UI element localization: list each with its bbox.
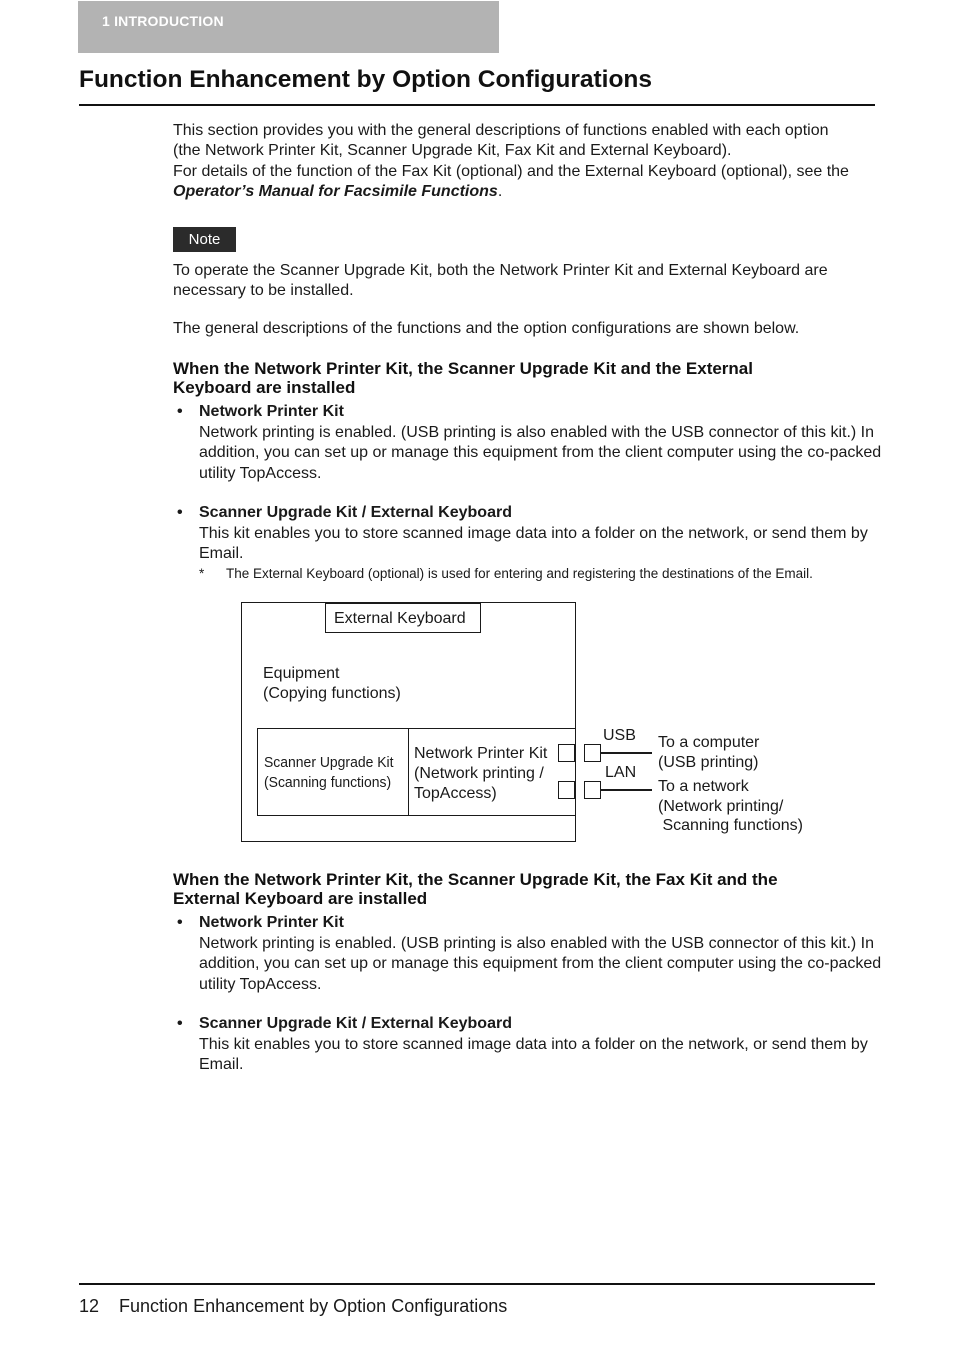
network-printer-kit-label: Network Printer Kit: [414, 745, 548, 762]
footer-divider: [79, 1283, 875, 1285]
footnote-mark: *: [199, 566, 205, 581]
lan-cable: [600, 789, 652, 791]
chapter-tab: [78, 1, 499, 53]
section2-heading-line-1: When the Network Printer Kit, the Scanner Upgrade Kit, the Fax Kit and the: [173, 870, 778, 889]
item-title: Scanner Upgrade Kit / External Keyboard: [199, 504, 512, 521]
external-keyboard-label: External Keyboard: [334, 610, 466, 627]
section2-heading: [173, 871, 873, 908]
footer-title: Function Enhancement by Option Configurations: [119, 1296, 508, 1316]
section1-heading: [173, 360, 873, 397]
lan-label: LAN: [605, 764, 637, 781]
note-text: To operate the Scanner Upgrade Kit, both the Network Printer Kit and External Keyboard are necessary to be installed.: [173, 262, 828, 300]
lan-plug-icon: [584, 781, 601, 799]
section1-heading-line-1: When the Network Printer Kit, the Scanner Upgrade Kit and the External: [173, 359, 753, 378]
item-title: Network Printer Kit: [199, 914, 344, 931]
usb-cable: [600, 752, 652, 754]
item-body: Network printing is enabled. (USB printing is also enabled with the USB connector of this kit.) In addition, you can set up or manage this equipment from the client computer using the co-packed utility TopAccess.: [199, 423, 882, 482]
item-body: Network printing is enabled. (USB printing is also enabled with the USB connector of this kit.) In addition, you can set up or manage this equipment from the client computer using the co-packed utility TopAccess.: [199, 934, 882, 993]
item-title: Scanner Upgrade Kit / External Keyboard: [199, 1015, 512, 1032]
bullet-icon: •: [177, 403, 183, 420]
bullet-icon: •: [177, 914, 183, 931]
item-body: This kit enables you to store scanned image data into a folder on the network, or send them by Email.: [199, 524, 868, 563]
intro-line-3: For details of the function of the Fax Kit (optional) and the External Keyboard (optional), see the: [173, 162, 849, 180]
title-divider: [79, 104, 875, 106]
network-printing-slash-label: (Network printing/: [658, 798, 784, 815]
scanning-functions-label: (Scanning functions): [264, 774, 392, 791]
to-computer-label: To a computer: [658, 734, 760, 751]
to-network-label: To a network: [658, 778, 749, 795]
intro-period: .: [497, 183, 503, 201]
manual-title: Operator’s Manual for Facsimile Functions: [173, 183, 498, 201]
item-title: Network Printer Kit: [199, 403, 344, 420]
page-footer: [79, 1296, 507, 1317]
topaccess-label: TopAccess): [414, 785, 497, 802]
scanning-functions-network-label: Scanning functions): [658, 817, 803, 834]
section1-item-scanner-upgrade-kit: [173, 503, 883, 565]
section2-item-scanner-upgrade-kit: [173, 1014, 883, 1076]
intro-line-1: This section provides you with the general descriptions of functions enabled with each option: [173, 122, 829, 139]
intro-paragraph: [173, 121, 883, 203]
copying-functions-label: (Copying functions): [263, 685, 401, 702]
bullet-icon: •: [177, 1015, 183, 1032]
footnote: [199, 566, 889, 582]
bullet-icon: •: [177, 504, 183, 521]
usb-port-icon: [558, 744, 575, 762]
usb-plug-icon: [584, 744, 601, 762]
usb-label: USB: [603, 727, 636, 744]
section1-heading-line-2: Keyboard are installed: [173, 377, 356, 397]
note-badge: Note: [173, 227, 236, 252]
section2-item-network-printer-kit: [173, 913, 883, 995]
lan-port-icon: [558, 781, 575, 799]
page-title: Function Enhancement by Option Configurations: [79, 66, 653, 93]
network-printing-label: (Network printing /: [414, 765, 544, 782]
section2-heading-line-2: External Keyboard are installed: [173, 888, 428, 908]
usb-printing-label: (USB printing): [658, 754, 759, 771]
chapter-label: 1 INTRODUCTION: [102, 13, 224, 29]
page-number: 12: [79, 1296, 100, 1316]
footnote-text: The External Keyboard (optional) is used for entering and registering the destinations of the Email.: [226, 566, 813, 581]
external-keyboard-box: [325, 603, 481, 633]
item-body: This kit enables you to store scanned image data into a folder on the network, or send them by Email.: [199, 1035, 868, 1074]
section1-item-network-printer-kit: [173, 402, 883, 484]
intro-line-2: (the Network Printer Kit, Scanner Upgrade Kit, Fax Kit and External Keyboard).: [173, 142, 732, 160]
general-description: The general descriptions of the functions and the option configurations are shown below.: [173, 320, 800, 337]
scanner-upgrade-kit-label: Scanner Upgrade Kit: [264, 754, 394, 771]
equipment-label: Equipment: [263, 665, 340, 682]
